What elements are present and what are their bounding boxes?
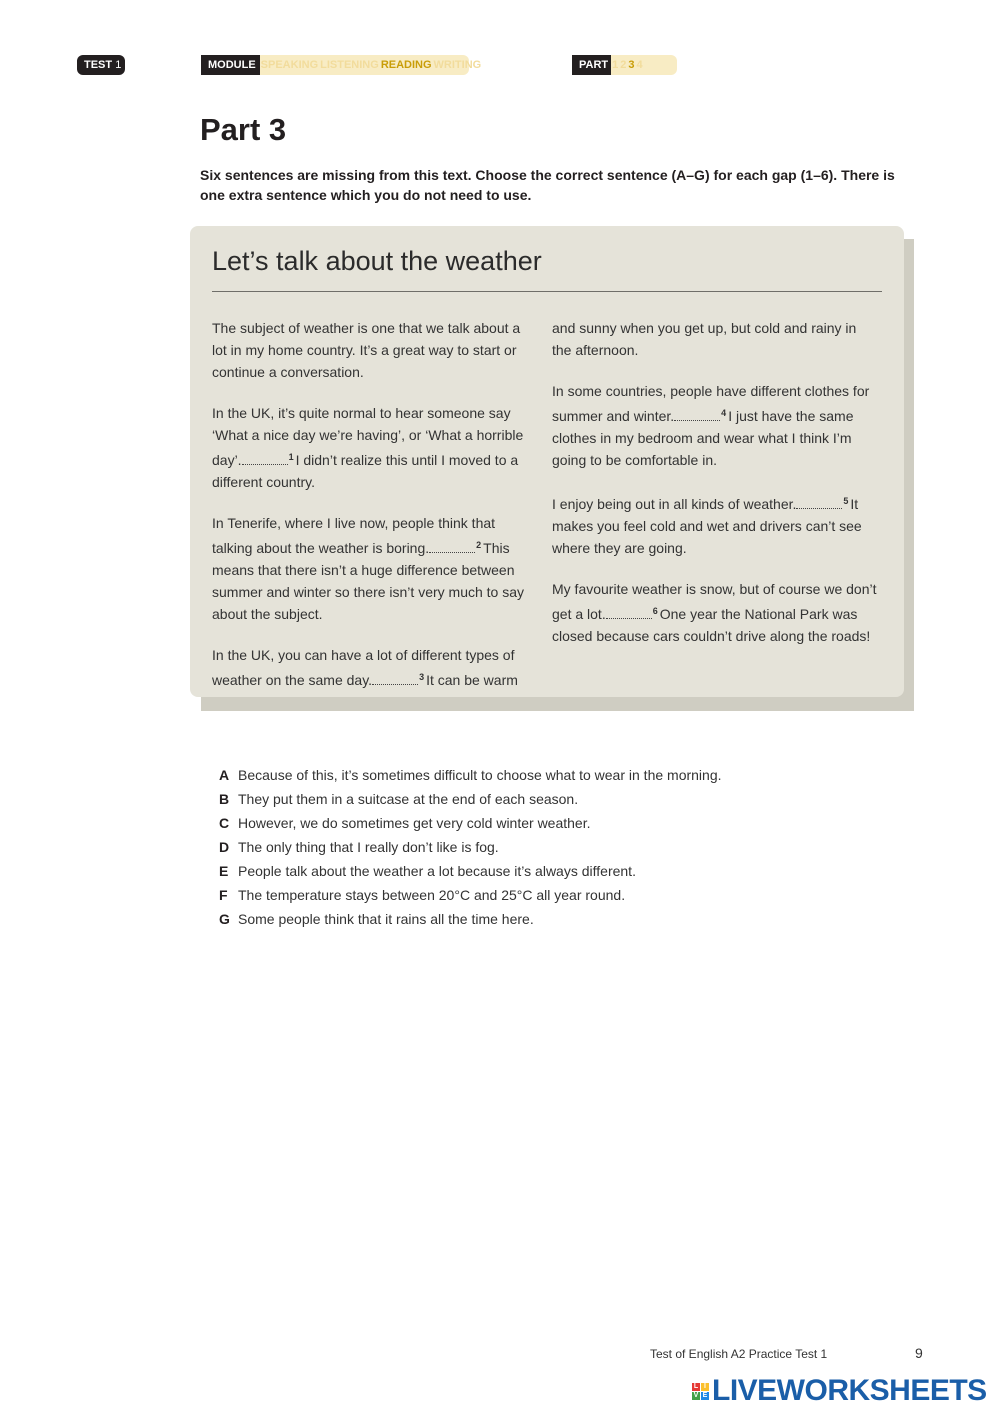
liveworksheets-logo[interactable] [692,1375,987,1407]
article-paragraph [552,490,877,559]
article-paragraph [552,380,877,471]
instructions: Six sentences are missing from this text. Choose the correct sentence (A–G) for each gap (1–6). There is one extra sentence which you do not need to use. [200,167,895,203]
page-title: Part 3 [200,112,287,147]
option-c [219,811,722,835]
part-tab [572,55,677,75]
paragraph-text: My favourite weather is snow, but of course we don’t get a lot. [552,581,877,622]
option-text: The only thing that I really don’t like is fog. [238,839,499,855]
option-a [219,763,722,787]
option-text: Some people think that it rains all the time here. [238,911,534,927]
article-left-column [212,317,537,710]
option-f [219,883,722,907]
option-b [219,787,722,811]
option-letter: F [219,887,228,903]
option-letter: E [219,863,229,879]
part-tab-label: PART [572,55,611,75]
test-tab-label: TEST [84,59,113,71]
part-option-1: 1 [612,59,619,71]
gap-4-blank[interactable] [674,408,720,421]
part-option-3: 3 [628,59,635,71]
article-paragraph [552,578,877,647]
option-text: However, we do sometimes get very cold winter weather. [238,815,591,831]
paragraph-text: One year the National Park was closed because cars couldn’t drive along the roads! [552,606,871,644]
paragraph-text: The subject of weather is one that we talk about a lot in my home country. It’s a great way to start or continue a conversation. [212,320,521,380]
answer-options-list [219,763,722,931]
logo-square: I [701,1383,709,1391]
paragraph-text: In Tenerife, where I live now, people think that talking about the weather is boring. [212,515,496,556]
module-tab-label: MODULE [201,55,260,75]
option-text: The temperature stays between 20°C and 25°C all year round. [238,887,626,903]
article-paragraph [212,644,537,691]
module-option-listening: LISTENING [320,59,379,71]
part-option-2: 2 [620,59,627,71]
paragraph-text: and sunny when you get up, but cold and rainy in the afternoon. [552,320,857,358]
paragraph-text: I just have the same clothes in my bedroom and wear what I think I’m going to be comfortable in. [552,408,854,468]
gap-number: 1 [288,452,294,462]
option-letter: D [219,839,230,855]
option-text: They put them in a suitcase at the end of each season. [238,791,579,807]
article-right-column [552,317,877,666]
gap-5-blank[interactable] [796,496,842,509]
article-paragraph [212,317,537,383]
reading-panel [190,226,904,697]
option-letter: G [219,911,230,927]
gap-number: 2 [476,540,482,550]
article-paragraph [212,512,537,625]
paragraph-text: I enjoy being out in all kinds of weather. [552,496,797,512]
paragraph-text: In some countries, people have different clothes for summer and winter. [552,383,870,424]
module-option-reading: READING [380,59,432,71]
article-title: Let’s talk about the weather [212,246,542,276]
module-tab [201,55,482,75]
option-g [219,907,722,931]
paragraph-text: In the UK, you can have a lot of different types of weather on the same day. [212,647,515,688]
part-option-4: 4 [636,59,643,71]
gap-number: 6 [652,606,658,616]
option-text: Because of this, it’s sometimes difficult to choose what to wear in the morning. [238,767,722,783]
gap-3-blank[interactable] [372,672,418,685]
logo-square: E [702,1391,708,1399]
gap-number: 4 [721,408,727,418]
gap-1-blank[interactable] [242,452,288,465]
module-options [260,59,483,71]
option-letter: B [219,791,230,807]
paragraph-text: It can be warm [426,672,518,688]
paragraph-text: I didn’t realize this until I moved to a different country. [212,452,519,490]
logo-text: LIVEWORKSHEETS [712,1374,987,1407]
article-paragraph [212,402,537,493]
footer-text: Test of English A2 Practice Test 1 [650,1347,828,1361]
option-e [219,859,722,883]
test-tab [77,55,125,75]
paragraph-text: This means that there isn’t a huge difference between summer and winter so there isn’t very much to say about the subject. [212,540,525,622]
option-letter: A [219,767,230,783]
title-divider [212,291,882,292]
option-text: People talk about the weather a lot because it’s always different. [238,863,636,879]
page-number: 9 [915,1345,923,1361]
gap-6-blank[interactable] [606,606,652,619]
logo-mark-icon [692,1383,709,1400]
test-tab-number: 1 [115,59,122,71]
logo-square: L [693,1382,699,1390]
paragraph-text: In the UK, it’s quite normal to hear someone say ‘What a nice day we’re having’, or ‘What a horrible day’. [212,405,524,468]
paragraph-text: It makes you feel cold and wet and drivers can’t see where they are going. [552,496,862,556]
part-options [611,59,644,71]
option-d [219,835,722,859]
gap-2-blank[interactable] [429,540,475,553]
module-option-writing: WRITING [433,59,482,71]
gap-number: 5 [843,496,849,506]
article-paragraph [552,317,877,361]
option-letter: C [219,815,230,831]
logo-square: V [693,1391,699,1399]
gap-number: 3 [419,672,425,682]
module-option-speaking: SPEAKING [260,59,319,71]
